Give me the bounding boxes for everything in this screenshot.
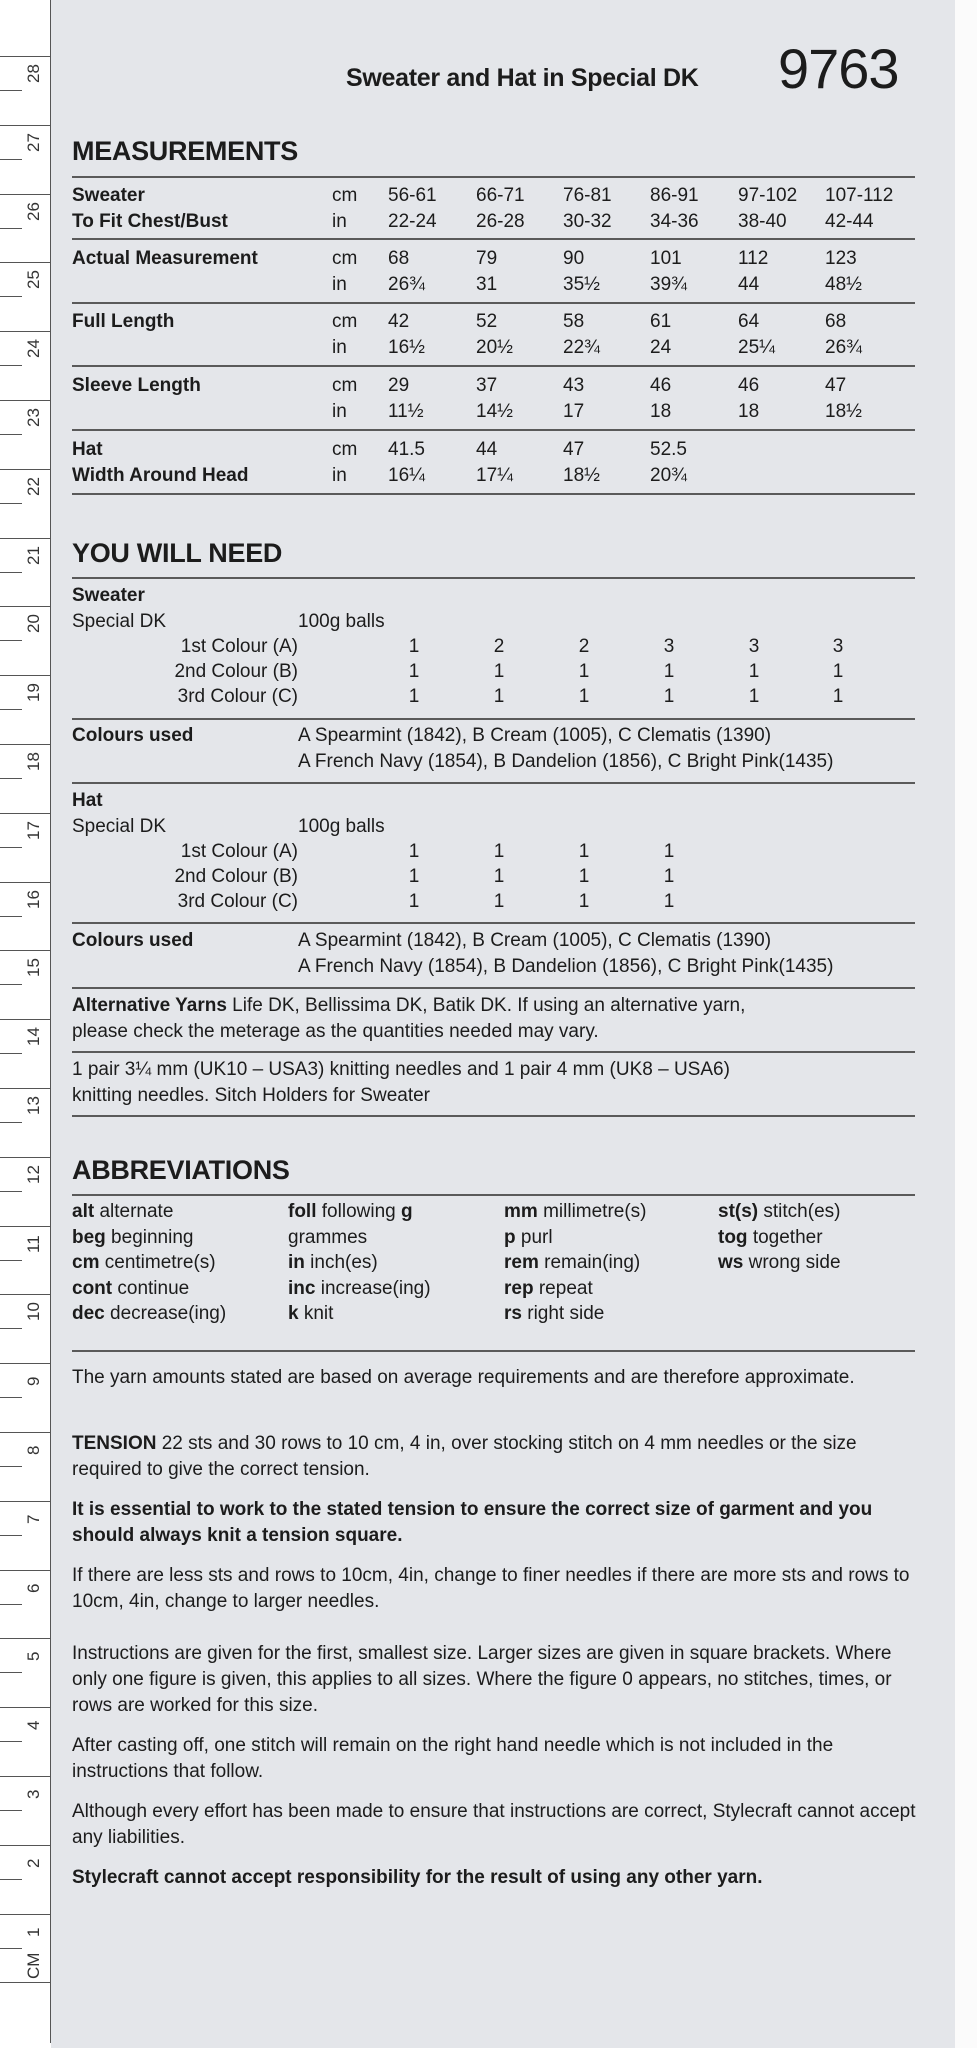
- unit-in: in: [332, 401, 347, 422]
- ruler-cm-mark: [0, 538, 50, 607]
- ruler-cm-mark: [0, 1501, 50, 1570]
- ball-quantity: 1: [663, 866, 675, 887]
- measurement-value-cm: 52.5: [650, 439, 687, 460]
- hat-colours-used-line: A French Navy (1854), B Dandelion (1856), C Bright Pink(1435): [298, 956, 834, 977]
- ruler-half-tick: [0, 434, 22, 435]
- ruler-number: 14: [24, 1027, 43, 1047]
- note-liability: Although every effort has been made to ensure that instructions are correct, Stylecraft cannot accept any liabilities.: [72, 1801, 916, 1848]
- ruler-cm-mark: [0, 1707, 50, 1776]
- measurement-value-cm: 123: [825, 248, 857, 269]
- abbreviation-item: [718, 1225, 823, 1251]
- ruler-half-tick: [0, 1879, 22, 1880]
- sweater-colours-used-line: A Spearmint (1842), B Cream (1005), C Clematis (1390): [298, 725, 772, 746]
- ruler-number: 10: [24, 1302, 43, 1322]
- measurement-value-cm: 79: [476, 248, 498, 269]
- abbreviation-item: [72, 1199, 173, 1225]
- abbreviation-item: [288, 1301, 333, 1327]
- ruler-end: [0, 1982, 50, 2038]
- abbreviation-term: mm: [504, 1201, 538, 1222]
- abbreviation-meaning: purl: [515, 1226, 553, 1248]
- abbreviation-item: [718, 1199, 840, 1225]
- measurement-value-in: 18: [650, 401, 672, 422]
- unit-cm: cm: [332, 185, 358, 206]
- ruler-number: 23: [24, 408, 43, 428]
- measurements-heading: MEASUREMENTS: [72, 136, 298, 166]
- ruler-number: 26: [24, 202, 43, 222]
- unit-in: in: [332, 337, 347, 358]
- sweater-yarn-name: Special DK: [72, 611, 166, 632]
- ruler-cm-mark: [0, 950, 50, 1019]
- ball-quantity: 1: [493, 661, 505, 682]
- measurement-value-in: 48½: [825, 274, 862, 295]
- measurement-value-cm: 76-81: [563, 185, 612, 206]
- colour-label: 2nd Colour (B): [174, 661, 298, 682]
- ruler-number: 19: [24, 683, 43, 703]
- ruler-number: 6: [24, 1582, 43, 1593]
- abbreviation-meaning: remain(ing): [538, 1252, 641, 1273]
- divider: [72, 1115, 915, 1117]
- ruler-half-tick: [0, 1604, 22, 1605]
- ruler-half-tick: [0, 1672, 22, 1673]
- measurement-value-in: 42-44: [825, 211, 874, 232]
- ruler-cm-mark: [0, 606, 50, 675]
- ruler-half-tick: [0, 916, 22, 917]
- measurement-value-cm: 112: [738, 248, 769, 269]
- abbreviation-term: tog: [718, 1226, 748, 1248]
- unit-cm: cm: [332, 375, 358, 396]
- abbreviation-meaning: right side: [521, 1303, 605, 1324]
- ruler-half-tick: [0, 709, 22, 710]
- abbreviation-meaning: decrease(ing): [104, 1303, 227, 1324]
- colour-label: 1st Colour (A): [180, 841, 298, 862]
- abbreviation-item: [288, 1250, 378, 1276]
- abbreviation-term: alt: [72, 1201, 95, 1222]
- ball-quantity: 3: [663, 636, 675, 657]
- needles-text: knitting needles. Sitch Holders for Sweater: [72, 1085, 431, 1106]
- measurement-value-cm: 61: [650, 311, 672, 332]
- ruler-number: 4: [24, 1720, 43, 1730]
- measurement-value-cm: 46: [738, 375, 760, 396]
- ruler-half-tick: [0, 1191, 22, 1192]
- abbreviation-item: [504, 1225, 553, 1251]
- ruler-cm-mark: [0, 125, 50, 194]
- ruler-number: 24: [24, 339, 43, 359]
- measurement-value-cm: 29: [388, 375, 410, 396]
- ball-quantity: 1: [578, 841, 590, 862]
- hat-colours-used-label: Colours used: [72, 930, 194, 951]
- abbreviation-meaning: increase(ing): [315, 1277, 431, 1299]
- measurement-value-in: 17¼: [476, 465, 513, 486]
- divider: [72, 922, 915, 924]
- sweater-ball-size: 100g balls: [298, 611, 385, 632]
- page-edge: [955, 0, 977, 2048]
- ruler-number: 15: [24, 958, 43, 978]
- divider: [72, 1350, 915, 1352]
- tension-label: TENSION: [72, 1433, 157, 1454]
- unit-cm: cm: [332, 248, 358, 269]
- measurement-value-in: 16½: [388, 337, 425, 358]
- divider: [72, 1194, 915, 1196]
- unit-cm: cm: [332, 311, 358, 332]
- ruler-number: 21: [24, 546, 43, 566]
- ruler-cm-mark: [0, 194, 50, 263]
- hat-colours-used-line: A Spearmint (1842), B Cream (1005), C Clematis (1390): [298, 930, 772, 951]
- you-will-need-heading: YOU WILL NEED: [72, 538, 283, 568]
- abbreviation-meaning: following: [316, 1201, 401, 1222]
- abbreviation-term: beg: [72, 1226, 106, 1248]
- measurement-value-in: 26¾: [825, 337, 862, 358]
- abbreviation-meaning: stitch(es): [758, 1201, 841, 1222]
- divider: [72, 577, 915, 579]
- ruler-cm-mark: [0, 1157, 50, 1226]
- ruler-half-tick: [0, 847, 22, 848]
- ball-quantity: 1: [408, 866, 420, 887]
- measurement-label: Actual Measurement: [72, 248, 258, 269]
- alternative-yarns-text: Life DK, Bellissima DK, Batik DK. If using an alternative yarn,: [226, 995, 746, 1016]
- abbreviation-item: [288, 1225, 367, 1251]
- ball-quantity: 2: [578, 636, 590, 657]
- ruler-half-tick: [0, 159, 22, 160]
- abbreviation-item: [504, 1301, 604, 1327]
- measurement-value-in: 35½: [563, 274, 600, 295]
- divider: [72, 493, 915, 495]
- measurement-value-cm: 43: [563, 375, 585, 396]
- measurement-value-cm: 41.5: [388, 439, 425, 460]
- measurement-value-cm: 58: [563, 311, 585, 332]
- ruler-half-tick: [0, 778, 22, 779]
- abbreviation-meaning: millimetre(s): [537, 1201, 647, 1222]
- note-needle-change: If there are less sts and rows to 10cm, 4in, change to finer needles if there are more sts and rows to 10cm, 4in, change to larger needles.: [72, 1565, 910, 1612]
- measurement-value-cm: 66-71: [476, 185, 525, 206]
- ball-quantity: 2: [493, 636, 505, 657]
- ruler-number: 3: [24, 1789, 43, 1799]
- abbreviation-meaning: wrong side: [743, 1252, 841, 1273]
- abbreviation-meaning: alternate: [94, 1201, 174, 1222]
- ball-quantity: 1: [493, 686, 505, 707]
- measurement-label: Sleeve Length: [72, 375, 201, 396]
- ruler-half-tick: [0, 640, 22, 641]
- measurement-value-in: 31: [476, 274, 498, 295]
- abbreviation-item: [504, 1276, 593, 1302]
- measurement-value-in: 22¾: [563, 337, 600, 358]
- ball-quantity: 1: [663, 661, 675, 682]
- sweater-colours-used-label: Colours used: [72, 725, 194, 746]
- measurement-value-in: 24: [650, 337, 672, 358]
- ruler-half-tick: [0, 1260, 22, 1261]
- ball-quantity: 1: [832, 661, 844, 682]
- abbreviations-heading: ABBREVIATIONS: [72, 1155, 290, 1185]
- ruler-half-tick: [0, 1535, 22, 1536]
- ruler-cm-mark: [0, 1019, 50, 1088]
- cm-ruler: [0, 0, 51, 2043]
- abbreviation-term: inc: [288, 1277, 316, 1299]
- note-essential: It is essential to work to the stated tension to ensure the correct size of garment and you should always knit a tension square.: [72, 1499, 873, 1546]
- ball-quantity: 3: [832, 636, 844, 657]
- ball-quantity: 1: [493, 866, 505, 887]
- ruler-half-tick: [0, 296, 22, 297]
- sweater-colours-used-line: A French Navy (1854), B Dandelion (1856), C Bright Pink(1435): [298, 751, 834, 772]
- colour-label: 3rd Colour (C): [177, 891, 298, 912]
- ball-quantity: 1: [578, 686, 590, 707]
- measurement-value-in: 38-40: [738, 211, 787, 232]
- ruler-number: 16: [24, 890, 43, 910]
- unit-cm: cm: [332, 439, 358, 460]
- measurement-value-in: 34-36: [650, 211, 699, 232]
- measurement-label: Hat: [72, 439, 103, 460]
- abbreviation-item: [504, 1199, 647, 1225]
- ball-quantity: 1: [408, 661, 420, 682]
- divider: [72, 176, 915, 178]
- measurement-value-in: 18½: [825, 401, 862, 422]
- unit-in: in: [332, 274, 347, 295]
- ball-quantity: 1: [408, 636, 420, 657]
- measurement-label: Full Length: [72, 311, 175, 332]
- abbreviation-meaning: together: [747, 1226, 823, 1248]
- measurement-value-cm: 64: [738, 311, 760, 332]
- ruler-half-tick: [0, 1328, 22, 1329]
- ruler-half-tick: [0, 984, 22, 985]
- abbreviation-term: rem: [504, 1252, 539, 1273]
- ruler-number: 12: [24, 1165, 43, 1185]
- ruler-cm-mark: [0, 1845, 50, 1914]
- ruler-cm-mark: [0, 1638, 50, 1707]
- ball-quantity: 1: [748, 686, 760, 707]
- measurement-value-cm: 107-112: [825, 185, 894, 206]
- measurement-value-cm: 97-102: [738, 185, 798, 206]
- ball-quantity: 1: [663, 841, 675, 862]
- ruler-cm-mark: [0, 1432, 50, 1501]
- measurement-value-in: 39¾: [650, 274, 687, 295]
- measurement-value-cm: 52: [476, 311, 498, 332]
- measurement-value-cm: 42: [388, 311, 410, 332]
- ruler-cm-mark: [0, 1294, 50, 1363]
- ruler-number: 28: [24, 64, 43, 84]
- ruler-number: 1: [24, 1926, 43, 1937]
- ruler-number: 18: [24, 752, 43, 772]
- measurement-value-in: 26-28: [476, 211, 525, 232]
- measurement-value-cm: 86-91: [650, 185, 699, 206]
- needles-text: 1 pair 3¼ mm (UK10 – USA3) knitting needles and 1 pair 4 mm (UK8 – USA6): [72, 1059, 730, 1080]
- measurement-value-in: 18: [738, 401, 760, 422]
- ball-quantity: 1: [493, 891, 505, 912]
- ruler-number: 13: [24, 1096, 43, 1116]
- divider: [72, 302, 915, 304]
- abbreviation-item: [72, 1301, 226, 1327]
- measurement-value-cm: 44: [476, 439, 498, 460]
- ruler-half-tick: [0, 503, 22, 504]
- abbreviation-item: [718, 1250, 841, 1276]
- ruler-half-tick: [0, 365, 22, 366]
- abbreviation-item: [72, 1225, 193, 1251]
- ruler-cm-mark: [0, 1363, 50, 1432]
- divider: [72, 365, 915, 367]
- abbreviation-meaning: continue: [112, 1277, 190, 1299]
- ball-quantity: 3: [748, 636, 760, 657]
- divider: [72, 782, 915, 784]
- ruler-half-tick: [0, 1122, 22, 1123]
- ball-quantity: 1: [663, 891, 675, 912]
- hat-ball-size: 100g balls: [298, 816, 385, 837]
- measurement-value-cm: 90: [563, 248, 585, 269]
- abbreviation-meaning: beginning: [105, 1226, 194, 1248]
- divider: [72, 238, 915, 240]
- ruler-cm-mark: [0, 400, 50, 469]
- ruler-half-tick: [0, 228, 22, 229]
- pattern-title: Sweater and Hat in Special DK: [346, 64, 699, 92]
- ruler-cm-mark: [0, 331, 50, 400]
- divider: [72, 987, 915, 989]
- ball-quantity: 1: [493, 841, 505, 862]
- ruler-cm-mark: [0, 744, 50, 813]
- colour-label: 2nd Colour (B): [174, 866, 298, 887]
- sweater-yarn-title: Sweater: [72, 585, 145, 606]
- measurement-label: Sweater: [72, 185, 145, 206]
- ruler-cm-mark: [0, 262, 50, 331]
- ruler-cm-mark: [0, 1776, 50, 1845]
- note-tension: [72, 1431, 922, 1483]
- ball-quantity: 1: [578, 661, 590, 682]
- measurement-sublabel: Width Around Head: [72, 465, 249, 486]
- pattern-number: 9763: [778, 37, 899, 100]
- measurement-value-in: 14½: [476, 401, 513, 422]
- measurement-value-cm: 68: [388, 248, 410, 269]
- ruler-number: 27: [24, 133, 43, 153]
- ruler-half-tick: [0, 1810, 22, 1811]
- abbreviation-item: [288, 1199, 413, 1225]
- ruler-number: 20: [24, 614, 43, 634]
- unit-in: in: [332, 211, 347, 232]
- measurement-value-cm: 47: [563, 439, 585, 460]
- ruler-number: 5: [24, 1651, 43, 1662]
- measurement-value-cm: 37: [476, 375, 498, 396]
- note-responsibility: Stylecraft cannot accept responsibility for the result of using any other yarn.: [72, 1867, 763, 1888]
- ruler-number: 11: [24, 1234, 43, 1253]
- measurement-value-in: 25¼: [738, 337, 775, 358]
- ball-quantity: 1: [748, 661, 760, 682]
- measurement-value-in: 22-24: [388, 211, 437, 232]
- ball-quantity: 1: [408, 891, 420, 912]
- abbreviation-term: g: [401, 1201, 413, 1222]
- ruler-cm-mark: [0, 1570, 50, 1639]
- ruler-cm-mark: [0, 882, 50, 951]
- measurement-value-in: 44: [738, 274, 760, 295]
- abbreviation-meaning: repeat: [533, 1277, 593, 1299]
- ruler-cm-mark: [0, 56, 50, 125]
- note-yarn-amounts: The yarn amounts stated are based on average requirements and are therefore approximate.: [72, 1367, 855, 1388]
- ball-quantity: 1: [663, 686, 675, 707]
- ruler-cm-mark: [0, 1088, 50, 1157]
- abbreviation-term: rep: [504, 1277, 534, 1299]
- abbreviation-term: st(s): [718, 1201, 759, 1222]
- measurement-value-cm: 47: [825, 375, 847, 396]
- measurement-value-in: 16¼: [388, 465, 425, 486]
- ruler-half-tick: [0, 1466, 22, 1467]
- abbreviation-term: cont: [72, 1277, 113, 1299]
- ruler-number: 9: [24, 1376, 43, 1386]
- measurement-value-in: 20½: [476, 337, 513, 358]
- ruler-half-tick: [0, 1397, 22, 1398]
- abbreviation-item: [72, 1276, 189, 1302]
- measurement-value-cm: 101: [650, 248, 682, 269]
- ruler-cm-mark: [0, 813, 50, 882]
- abbreviation-meaning: grammes: [288, 1226, 368, 1248]
- measurement-value-in: 11½: [388, 401, 424, 422]
- measurement-value-cm: 68: [825, 311, 847, 332]
- measurement-value-in: 30-32: [563, 211, 612, 232]
- ruler-cm-mark: [0, 469, 50, 538]
- ball-quantity: 1: [578, 891, 590, 912]
- alternative-yarns-text: please check the meterage as the quantities needed may vary.: [72, 1021, 599, 1042]
- tension-text: 22 sts and 30 rows to 10 cm, 4 in, over stocking stitch on 4 mm needles or the size required to give the correct tension.: [72, 1433, 857, 1480]
- ruler-cm-mark: [0, 675, 50, 744]
- ruler-cm-mark: [0, 1914, 50, 1983]
- ruler-number: 2: [24, 1858, 43, 1868]
- abbreviation-item: [72, 1250, 216, 1276]
- measurement-sublabel: To Fit Chest/Bust: [72, 211, 228, 232]
- abbreviation-item: [504, 1250, 640, 1276]
- measurement-value-cm: 46: [650, 375, 672, 396]
- alternative-yarns: [72, 993, 745, 1019]
- abbreviation-term: in: [288, 1252, 305, 1273]
- measurement-value-cm: 56-61: [388, 185, 437, 206]
- note-casting-off: After casting off, one stitch will remain on the right hand needle which is not included in the instructions that follow.: [72, 1735, 834, 1782]
- abbreviation-term: p: [504, 1226, 516, 1248]
- ruler-half-tick: [0, 1053, 22, 1054]
- abbreviation-term: foll: [288, 1201, 317, 1222]
- alternative-yarns-label: Alternative Yarns: [72, 995, 227, 1016]
- abbreviation-item: [288, 1276, 431, 1302]
- ruler-half-tick: [0, 90, 22, 91]
- ruler-number: 22: [24, 477, 43, 497]
- abbreviation-term: k: [288, 1303, 299, 1324]
- ruler-half-tick: [0, 572, 22, 573]
- ball-quantity: 1: [832, 686, 844, 707]
- colour-label: 3rd Colour (C): [177, 686, 298, 707]
- abbreviation-term: ws: [718, 1252, 744, 1273]
- ruler-cm-mark: [0, 1226, 50, 1295]
- divider: [72, 1051, 915, 1053]
- ruler-number: 8: [24, 1445, 43, 1455]
- abbreviation-term: cm: [72, 1252, 100, 1273]
- ruler-number: 7: [24, 1514, 43, 1524]
- ruler-number: 25: [24, 270, 43, 290]
- measurement-value-in: 17: [563, 401, 585, 422]
- abbreviation-meaning: centimetre(s): [99, 1252, 216, 1273]
- colour-label: 1st Colour (A): [180, 636, 298, 657]
- abbreviation-term: rs: [504, 1303, 522, 1324]
- ruler-unit-label: CM: [24, 1952, 43, 1979]
- ruler-half-tick: [0, 1741, 22, 1742]
- abbreviation-meaning: knit: [298, 1303, 334, 1324]
- divider: [72, 429, 915, 431]
- measurement-value-in: 26¾: [388, 274, 425, 295]
- unit-in: in: [332, 465, 347, 486]
- hat-yarn-title: Hat: [72, 790, 103, 811]
- note-sizes: Instructions are given for the first, smallest size. Larger sizes are given in square brackets. Where only one figure is given, this applies to all sizes. Where the figure 0 appears, no stitches, times, or rows are worked for this size.: [72, 1643, 892, 1716]
- ruler-number: 17: [24, 821, 43, 841]
- ruler-half-tick: [0, 1948, 22, 1949]
- abbreviation-term: dec: [72, 1303, 105, 1324]
- ball-quantity: 1: [578, 866, 590, 887]
- measurement-value-in: 18½: [563, 465, 600, 486]
- hat-yarn-name: Special DK: [72, 816, 166, 837]
- measurement-value-in: 20¾: [650, 465, 687, 486]
- ball-quantity: 1: [408, 686, 420, 707]
- abbreviation-meaning: inch(es): [304, 1252, 378, 1273]
- divider: [72, 718, 915, 720]
- ball-quantity: 1: [408, 841, 420, 862]
